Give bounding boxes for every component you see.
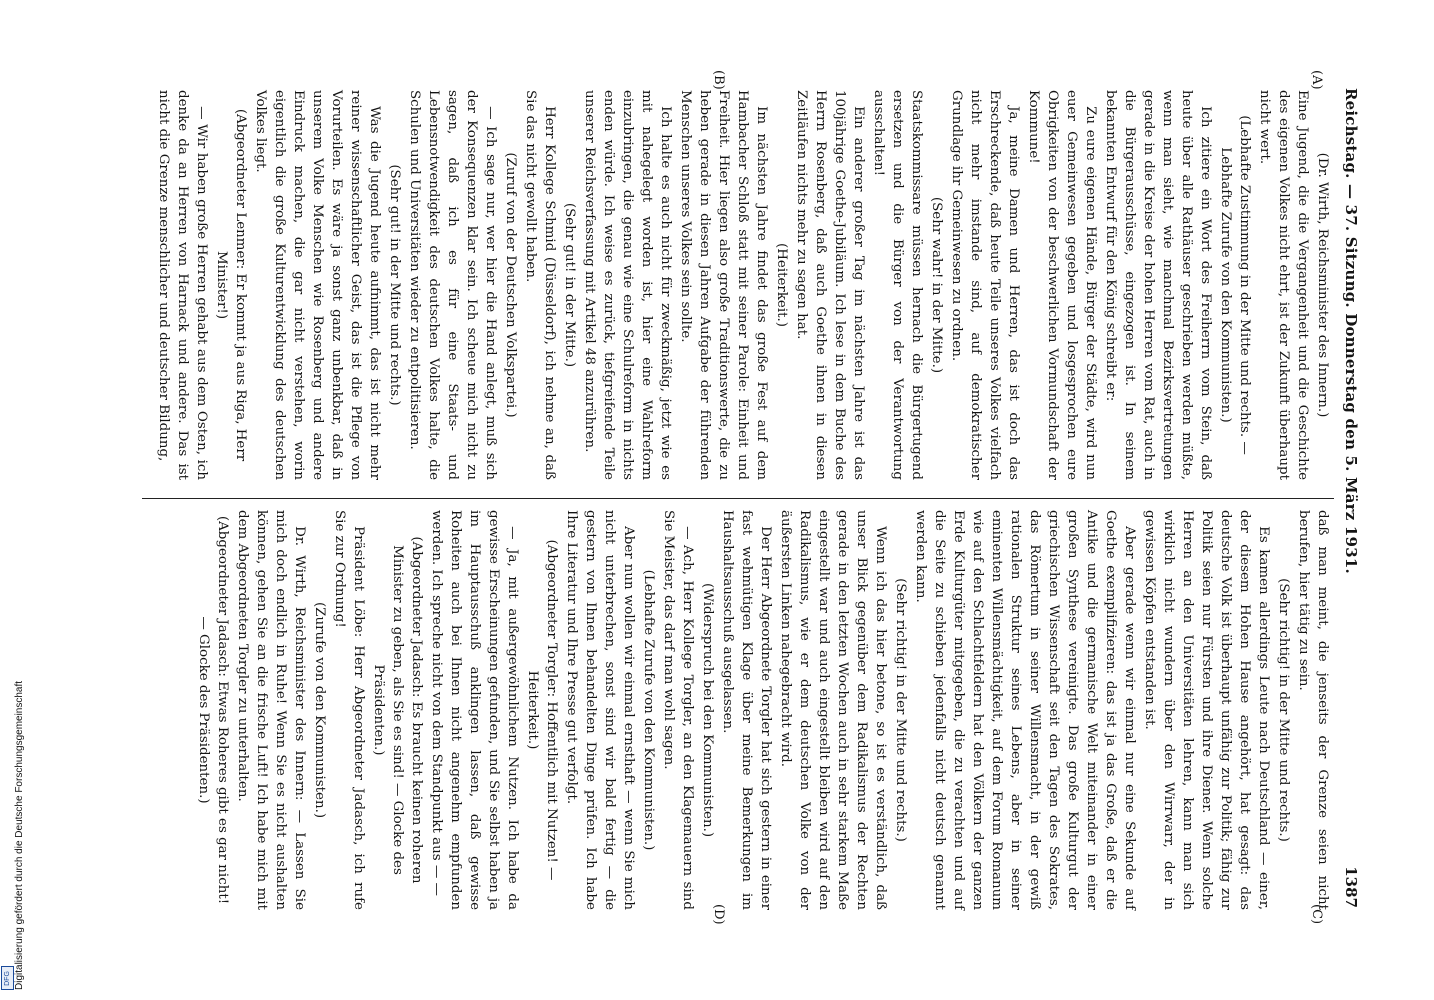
- paragraph: daß man meint, die jenseits der Grenze seien nicht berufen, hier tätig zu sein.: [1296, 510, 1330, 910]
- running-head-title: Reichstag. — 37. Sitzung. Donnerstag den 5. März 1931.: [1342, 88, 1360, 574]
- paragraph: Präsident Löbe: Herr Abgeordneter Jadasch, ich rufe Sie zur Ordnung!: [332, 510, 366, 910]
- paragraph: Dr. Wirth, Reichsminister des Innern: — Lassen Sie mich doch endlich in Ruhe! Wenn Sie es nicht aushalten können, gehen Sie an die frische Luft! Ich habe mich mit dem Abgeordneten Torgler zu unterhalten.: [235, 510, 307, 910]
- paragraph: (Abgeordneter Jadasch: Etwas Roheres gibt es gar nicht! — Glocke des Präsidenten.): [196, 515, 230, 905]
- paragraph: Der Herr Abgeordnete Torgler hat sich gestern in einer fast wehmütigen Klage über meine Bemerkungen im Haushaltsausschuß ausgelassen.: [720, 510, 773, 910]
- margin-marker-a: (A): [1309, 70, 1324, 90]
- margin-marker-c: (C): [1309, 904, 1324, 925]
- paragraph: Was die Jugend heute aufnimmt, das ist nicht mehr reiner wissenschaftlicher Geist, das ist die Pflege von Vorurteilen. Es wäre ja sonst ganz unbenkbar, daß in unserem Volke Menschen wie Rosenberg und andere Eindruck machen, die gar nicht verstehen, worin eigentlich die große Kulturentwicklung des deutschen Volkes liegt.: [253, 90, 382, 480]
- paragraph: (Sehr wahr! in der Mitte.): [929, 196, 944, 374]
- paragraph: Ja, meine Damen und Herren, das ist doch das Erschreckende, daß heute Teile unseres Volkes vielfach nicht mehr imstande sind, auf demokratischer Grundlage ihr Gemeinwesen zu ordnen.: [949, 90, 1021, 480]
- paragraph: Staatskommissare müssen hernach die Bürgertugend ersetzen und die Bürger von der Verantwortung ausschalten!: [871, 90, 924, 480]
- right-text-column: [196, 510, 1332, 910]
- paragraph: (Zuruf von der Deutschen Volkspartei.): [503, 152, 518, 418]
- paragraph: Herr Kollege Schmid (Düsseldorf), ich nehme an, daß Sie das nicht gewollt haben.: [523, 90, 557, 480]
- dfg-logo: [1, 966, 14, 990]
- paragraph: Aber gerade wenn wir einmal nur eine Sekunde auf Goethe exemplifizieren: das ist ja das Große, daß er die Antike und die germanische Welt miteinander in einer großen Synthese vereinigte. Das große Kulturgut der griechischen Wissenschaft seit den Tagen des Sokrates, das Römertum in seiner Willensmacht, in der gewiß rationalen Struktur seines Lebens, aber in seiner eminenten Willensmächtigkeit, auf dem Forum Romanum wie auf den Schlachtfeldern hat den Völkern der ganzen Erde Kulturgüter mitgegeben, die zu verachten und auf die Seite zu schieben jedenfalls nicht deutsch genannt werden kann.: [913, 510, 1137, 910]
- page-number: 1387: [1342, 866, 1360, 908]
- paragraph: Eine Jugend, die die Vergangenheit und die Geschichte des eigenen Volkes nicht ehrt, ist der Zukunft überhaupt nicht wert.: [1257, 90, 1310, 480]
- running-header: [1338, 88, 1362, 908]
- paragraph: — Ach, Herr Kollege Torgler, an den Klagemauern sind Sie Meister, das darf man wohl sagen.: [661, 510, 695, 910]
- paragraph: Aber nun wollen wir einmal ernsthaft — wenn Sie mich nicht unterbrechen, sonst sind wir bald fertig — die gestern von Ihnen behandelten Dinge prüfen. Ich habe Ihre Literatur und Ihre Presse gut verfolgt.: [564, 510, 636, 910]
- paragraph: (Sehr richtig! in der Mitte und rechts.): [893, 578, 908, 842]
- paragraph: (Dr. Wirth, Reichsminister des Innern.): [1315, 152, 1330, 418]
- paragraph: Ich zitiere ein Wort des Freiherrn vom Stein, daß heute über alle Rathäuser geschrieben werden müßte, wenn man sieht, wie manchmal Bezirksvertretungen gerade in die Kreise der hohen Herren vom Rat, auch in die Bürgerausschüsse, eingezogen ist. In seinem bekannten Entwurf für den König schreibt er:: [1103, 90, 1213, 480]
- margin-marker-d: (D): [711, 904, 726, 925]
- left-text-column: [156, 90, 1332, 480]
- paragraph: (Heiterkeit.): [774, 243, 789, 327]
- paragraph: (Abgeordneter Jadasch: Es braucht keinen roheren Minister zu geben, als Sie es sind! — Glocke des Präsidenten.): [371, 536, 424, 884]
- paragraph: Wenn ich das hier betone, so ist es verständlich, daß unser Blick gegenüber dem Radikalismus der Rechten gerade in den letzten Wochen auch in sehr starkem Maße eingestellt war und auch eingestellt bleiben wird auf den Radikalismus, wie er dem deutschen Volke von der äußersten Linken nahegebracht wird.: [778, 510, 888, 910]
- paragraph: (Abgeordneter Lenmer: Er kommt ja aus Riga, Herr Minister!): [214, 108, 248, 462]
- paragraph: (Widerspruch bei den Kommunisten.): [700, 582, 715, 838]
- column-divider: [142, 498, 1334, 499]
- dfg-logo-text: DFG: [4, 970, 11, 986]
- paragraph: (Abgeordneter Torgler: Hoffentlich mit Nutzen! — Heiterkeit.): [525, 539, 559, 881]
- paragraph: (Sehr gut! in der Mitte und rechts.): [387, 164, 402, 406]
- paragraph: Im nächsten Jahre findet das große Fest auf dem Hambacher Schloß statt mit seiner Parole: Einheit und Freiheit. Hier liegen also große Traditionswerte, die zu heben gerade in diesen Jahren Aufgabe der führenden Menschen unseres Volkes sein sollte.: [678, 90, 769, 480]
- paragraph: Es kamen allerdings Leute nach Deutschland — einer, der diesem Hohen Hause angehört, hat gesagt: das deutsche Volk ist überhaupt unfähig zur Politik; fähig zur Politik seien nur Fürsten und ihre Diener. Wenn solche Herren an den Universitäten lehren, kann man sich wirklich nicht wundern über den Wirrwarr, der in gewissen Köpfen entstanden ist.: [1142, 510, 1271, 910]
- paragraph: (Zurufe von den Kommunisten.): [312, 601, 327, 819]
- digitization-credit: Digitalisierung gefördert durch die Deutsche Forschungsgemeinschaft: [14, 680, 25, 990]
- paragraph: (Sehr richtig! in der Mitte und rechts.): [1276, 578, 1291, 842]
- paragraph: Ich halte es auch nicht für zweckmäßig, jetzt wie es mit nahegelegt worden ist, hier eine Wahlreform einzubringen, die genau wie eine Schulreform in nichts enden würde. Ich weise es zurück, tiefgreifende Teile unserer Reichsverfassung mit Artikel 48 anzurühren.: [582, 90, 673, 480]
- paragraph: (Lebhafte Zurufe von den Kommunisten.): [641, 569, 656, 851]
- paragraph: — Ich sage nur, wer hier die Hand anlegt, muß sich der Konsequenzen klar sein. Ich scheue mich nicht zu sagen, daß ich es für eine Staats- und Lebensnotwendigkeit des deutschen Volkes halte, die Schulen und Universitäten wieder zu entpolitisieren.: [407, 90, 498, 480]
- paragraph: (Lebhafte Zustimmung in der Mitte und rechts. — Lebhafte Zurufe von den Kommunisten.): [1218, 115, 1252, 455]
- quote-paragraph: Zu eure eigenen Hände, Bürger der Städte, wird nun euer Gemeinwesen gegeben und losgesprochen eure Obrigkeiten von der beschwerlichen Vormundschaft der Kommune!: [1026, 90, 1098, 480]
- paragraph: Ein anderer großer Tag im nächsten Jahre ist das 100jährige Goethe-Jubiläum. Ich lese in dem Buche des Herrn Rosenberg, daß auch Goethe ihnen in diesen Zeitläufen nichts mehr zu sagen hat.: [794, 90, 866, 480]
- paragraph: — Ja, mit außergewöhnlichem Nutzen. Ich habe da gewisse Erscheinungen gefunden, und Sie selbst haben ja im Hauptausschuß anklingen lassen, daß gewisse Roheiten auch bei Ihnen nicht angenehm empfunden werden. Ich spreche nicht von dem Standpunkt aus — —: [429, 510, 520, 910]
- margin-marker-b: (B): [711, 70, 726, 90]
- paragraph: (Sehr gut! in der Mitte.): [562, 202, 577, 368]
- paragraph: — Wir haben große Herren gehabt aus dem Osten, ich denke da an Herren von Harnack und andere. Das ist nicht die Grenze menschlicher und deutscher Bildung,: [156, 90, 209, 480]
